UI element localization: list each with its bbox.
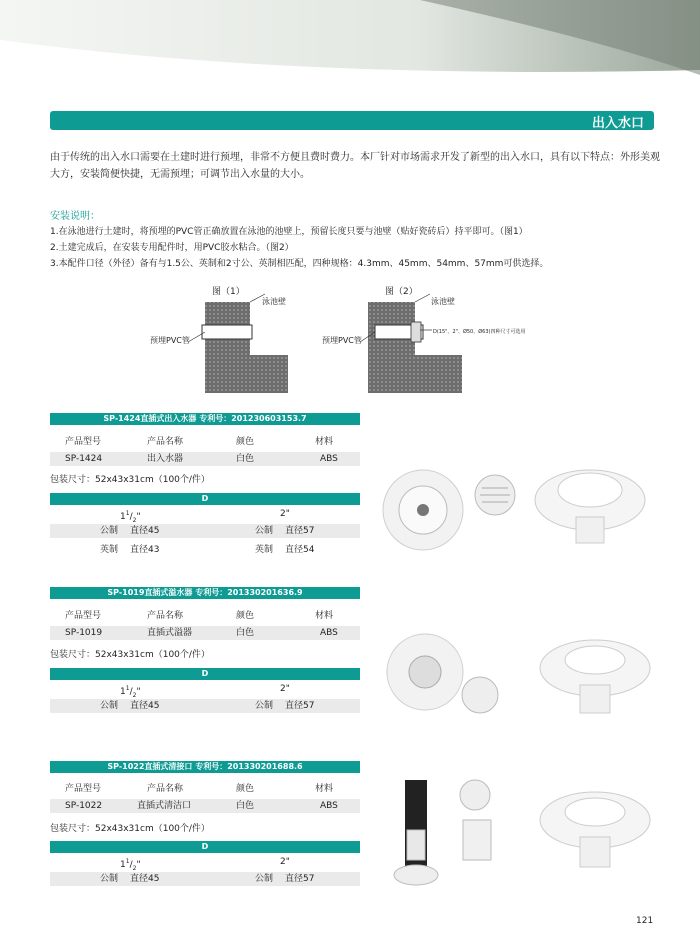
- header-model: 产品型号: [65, 611, 102, 621]
- spec-row: [50, 543, 360, 557]
- spec-label: 公制: [255, 701, 274, 711]
- product-bar: SP-1022直插式清接口 专利号：201330201688.6: [50, 761, 360, 773]
- install-step: 3.本配件口径（外径）备有与1.5公、英制和2寸公、英制相匹配，四种规格：4.3mm、45mm、54mm、57mm可供选择。: [50, 259, 549, 269]
- spec-label: 公制: [255, 526, 274, 536]
- title-banner: [50, 111, 654, 130]
- cell-color: 白色: [236, 801, 255, 811]
- figure-1-title: 图（1）: [212, 287, 245, 297]
- size-b: 2": [280, 509, 290, 519]
- spec-label: 公制: [100, 526, 119, 536]
- table-row: [50, 626, 360, 640]
- header-color: 颜色: [236, 611, 255, 621]
- header-decoration: [0, 0, 700, 95]
- header-name: 产品名称: [147, 784, 184, 794]
- cell-name: 出入水器: [147, 454, 184, 464]
- figure-2-title: 图（2）: [385, 287, 418, 297]
- spec-label: 英制: [100, 545, 119, 555]
- cell-name: 直插式清洁口: [137, 801, 192, 811]
- spec-value: 直径57: [285, 526, 315, 536]
- figure-1-pipe-label: 预埋PVC管: [150, 336, 190, 345]
- cell-color: 白色: [236, 628, 255, 638]
- spec-label: 英制: [255, 545, 274, 555]
- figure-2-pipe-label: 预埋PVC管: [322, 336, 362, 345]
- cell-model: SP-1022: [65, 801, 103, 811]
- product-bar: SP-1424直插式出入水器 专利号：201230603153.7: [50, 413, 360, 425]
- table-header: [50, 609, 360, 624]
- table-header: [50, 782, 360, 797]
- cell-material: ABS: [320, 628, 338, 638]
- d-bar: D: [50, 668, 360, 680]
- header-material: 材料: [315, 437, 334, 447]
- package-size: 包装尺寸：52x43x31cm（100个/件）: [50, 475, 210, 485]
- cell-color: 白色: [236, 454, 255, 464]
- d-bar: D: [50, 841, 360, 853]
- spec-row: [50, 524, 360, 538]
- product-photo-sp1424: [380, 455, 660, 570]
- header-color: 颜色: [236, 437, 255, 447]
- header-material: 材料: [315, 784, 334, 794]
- page-number: 121: [636, 916, 654, 926]
- table-row: [50, 799, 360, 813]
- spec-label: 公制: [100, 701, 119, 711]
- table-header: [50, 435, 360, 450]
- header-name: 产品名称: [147, 611, 184, 621]
- spec-row: [50, 872, 360, 886]
- d-bar: D: [50, 493, 360, 505]
- size-a: $1^1/_2$": [120, 510, 141, 524]
- cell-name: 直插式溢器: [147, 628, 193, 638]
- install-heading: 安装说明：: [50, 211, 100, 222]
- table-row: [50, 452, 360, 466]
- install-steps: [50, 224, 650, 272]
- package-size: 包装尺寸：52x43x31cm（100个/件）: [50, 650, 210, 660]
- size-row: [50, 855, 360, 872]
- size-a: $1^1/_2$": [120, 685, 141, 699]
- header-color: 颜色: [236, 784, 255, 794]
- size-row: [50, 507, 360, 524]
- spec-row: [50, 699, 360, 713]
- header-material: 材料: [315, 611, 334, 621]
- product-photo-sp1022: [385, 775, 665, 900]
- intro-paragraph: 由于传统的出入水口需要在土建时进行预埋，非常不方便且费时费力。本厂针对市场需求开发了新型的出入水口，具有以下特点：外形美观大方，安装简便快捷，无需预埋；可调节出入水量的大小。: [50, 152, 660, 180]
- spec-value: 直径57: [285, 701, 315, 711]
- spec-value: 直径45: [130, 701, 160, 711]
- install-step: 2.土建完成后，在安装专用配件时，用PVC胶水粘合。（图2）: [50, 243, 294, 253]
- product-photo-sp1019: [380, 630, 660, 725]
- cell-material: ABS: [320, 454, 338, 464]
- package-size: 包装尺寸：52x43x31cm（100个/件）: [50, 824, 210, 834]
- figure-1-wall-label: 泳池壁: [262, 297, 286, 306]
- install-step: 1.在泳池进行土建时，将预埋的PVC管正确放置在泳池的池壁上，预留长度只要与池壁（贴好瓷砖后）持平即可。（图1）: [50, 227, 528, 237]
- page-title: 出入水口: [591, 116, 644, 131]
- header-model: 产品型号: [65, 437, 102, 447]
- spec-value: 直径45: [130, 526, 160, 536]
- cell-material: ABS: [320, 801, 338, 811]
- spec-value: 直径43: [130, 545, 160, 555]
- figure-2-wall-label: 泳池壁: [431, 297, 455, 306]
- spec-value: 直径54: [285, 545, 315, 555]
- size-b: 2": [280, 684, 290, 694]
- spec-value: 直径57: [285, 874, 315, 884]
- product-bar: SP-1019直插式溢水器 专利号：201330201636.9: [50, 587, 360, 599]
- cell-model: SP-1424: [65, 454, 103, 464]
- spec-label: 公制: [100, 874, 119, 884]
- figure-2-note: D(15"、2"、Ø50、Ø63)四种尺寸可选用: [433, 329, 526, 335]
- size-b: 2": [280, 857, 290, 867]
- spec-label: 公制: [255, 874, 274, 884]
- header-model: 产品型号: [65, 784, 102, 794]
- header-name: 产品名称: [147, 437, 184, 447]
- spec-value: 直径45: [130, 874, 160, 884]
- size-a: $1^1/_2$": [120, 858, 141, 872]
- size-row: [50, 682, 360, 699]
- cell-model: SP-1019: [65, 628, 103, 638]
